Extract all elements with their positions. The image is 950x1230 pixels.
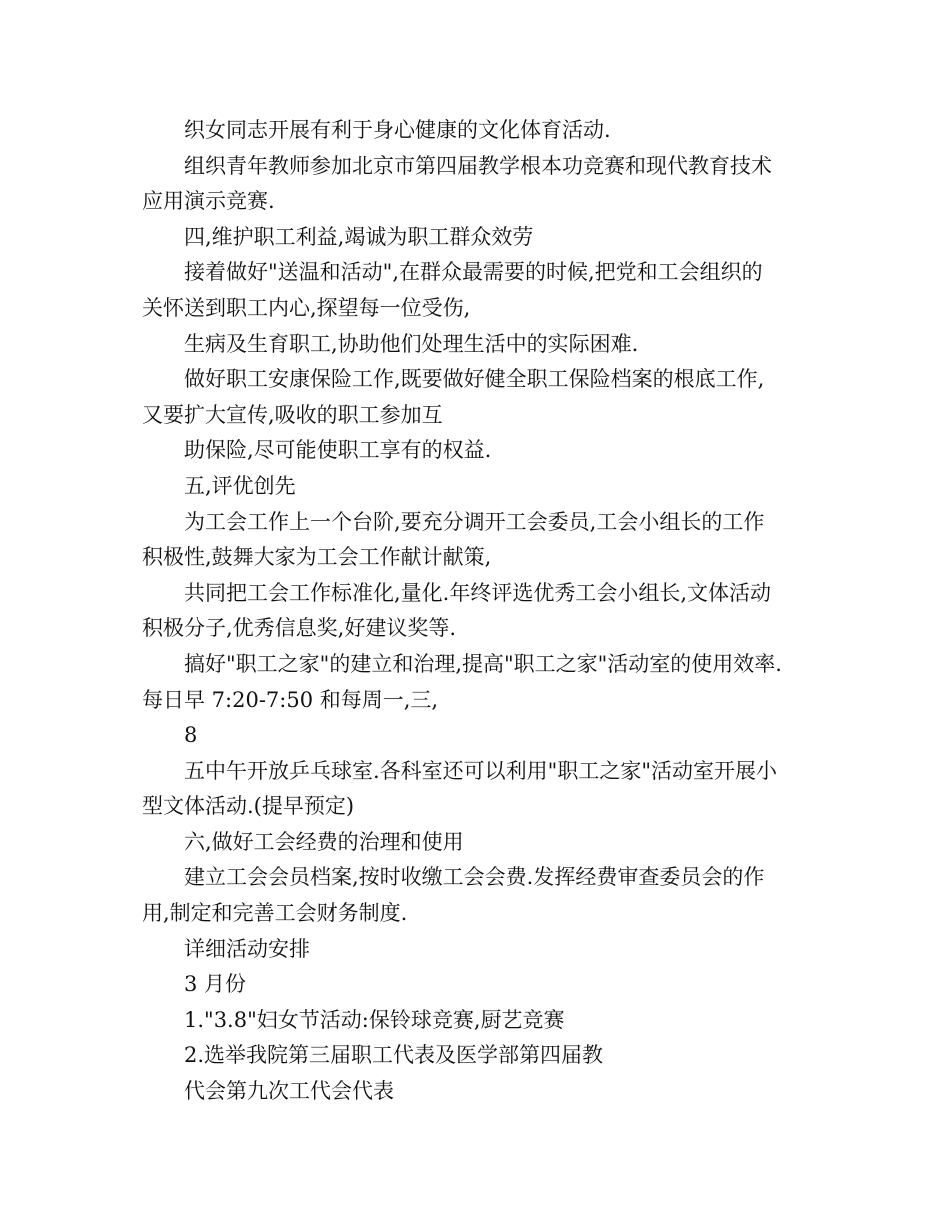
paragraph-line: 应用演示竞赛. bbox=[142, 189, 275, 214]
paragraph-line: 积极性,鼓舞大家为工会工作献计献策, bbox=[142, 545, 492, 570]
paragraph-line: 又要扩大宣传,吸收的职工参加互 bbox=[142, 402, 443, 427]
list-item: 1."3.8"妇女节活动:保铃球竞赛,厨艺竞赛 bbox=[184, 1007, 565, 1032]
list-item: 2.选举我院第三届职工代表及医学部第四届教 bbox=[184, 1043, 604, 1068]
paragraph-line: 织女同志开展有利于身心健康的文化体育活动. bbox=[184, 118, 611, 142]
paragraph-line: 搞好"职工之家"的建立和治理,提高"职工之家"活动室的使用效率. bbox=[184, 651, 782, 676]
paragraph-line: 每日早 7:20-7:50 和每周一,三, bbox=[142, 687, 439, 712]
paragraph-line: 助保险,尽可能使职工享有的权益. bbox=[184, 438, 492, 463]
paragraph-line: 接着做好"送温和活动",在群众最需要的时候,把党和工会组织的 bbox=[184, 260, 763, 285]
paragraph-line: 为工会工作上一个台阶,要充分调开工会委员,工会小组长的工作 bbox=[184, 509, 765, 534]
paragraph-line: 关怀送到职工内心,探望每一位受伤, bbox=[142, 295, 471, 320]
paragraph-line: 组织青年教师参加北京市第四届教学根本功竞赛和现代教育技术 bbox=[184, 153, 772, 178]
paragraph-line: 做好职工安康保险工作,既要做好健全职工保险档案的根底工作, bbox=[184, 367, 765, 392]
month-heading: 3 月份 bbox=[184, 972, 247, 997]
paragraph-line: 积极分子,优秀信息奖,好建议奖等. bbox=[142, 616, 457, 641]
section-heading: 五,评优创先 bbox=[184, 473, 296, 498]
paragraph-line: 建立工会会员档案,按时收缴工会会费.发挥经费审查委员会的作 bbox=[184, 865, 765, 890]
paragraph-line: 用,制定和完善工会财务制度. bbox=[142, 901, 408, 926]
section-heading: 六,做好工会经费的治理和使用 bbox=[184, 829, 464, 854]
section-heading: 详细活动安排 bbox=[184, 936, 310, 961]
paragraph-line: 型文体活动.(提早预定) bbox=[142, 794, 355, 819]
paragraph-line: 五中午开放乒乓球室.各科室还可以利用"职工之家"活动室开展小 bbox=[184, 758, 777, 783]
paragraph-line: 共同把工会工作标准化,量化.年终评选优秀工会小组长,文体活动 bbox=[184, 580, 772, 605]
list-item-continuation: 代会第九次工代会代表 bbox=[184, 1079, 394, 1104]
paragraph-line: 8 bbox=[184, 723, 198, 748]
document-body bbox=[142, 113, 814, 1110]
section-heading: 四,维护职工利益,竭诚为职工群众效劳 bbox=[184, 224, 534, 249]
paragraph-line: 生病及生育职工,协助他们处理生活中的实际困难. bbox=[184, 331, 639, 356]
